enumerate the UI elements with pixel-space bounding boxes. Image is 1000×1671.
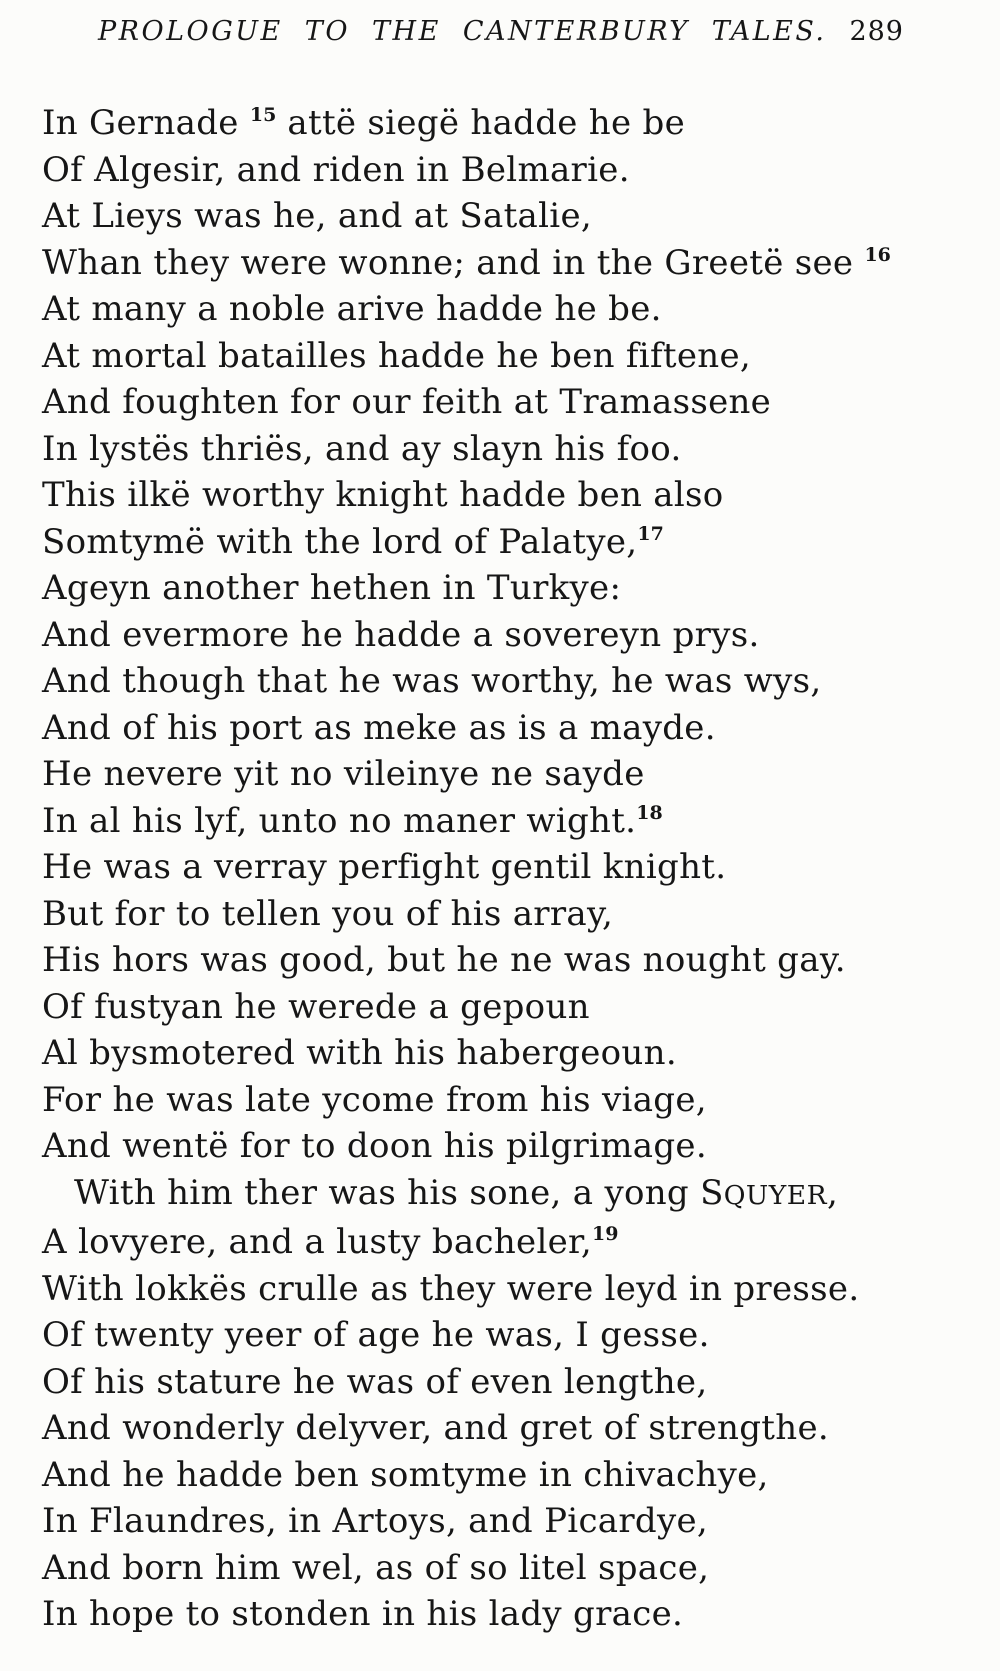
poem-line — [42, 426, 970, 473]
verse-text: And born him wel, as of so litel space, — [42, 1547, 710, 1588]
verse-text: And foughten for our feith at Tramassene — [42, 382, 772, 422]
verse-text: At mortal batailles hadde he ben fiftene, — [42, 335, 751, 376]
poem-line — [42, 1030, 970, 1077]
poem-line — [42, 240, 970, 287]
poem-line — [42, 891, 970, 938]
verse-text: And wentë for to doon his pilgrimage. — [42, 1126, 707, 1166]
poem-line — [42, 1359, 970, 1406]
poem-line — [42, 751, 970, 798]
footnote-reference: 16 — [864, 243, 891, 266]
verse-text: This ilkë worthy knight hadde ben also — [42, 475, 724, 515]
verse-text: And wonderly delyver, and gret of strengthe. — [42, 1408, 829, 1448]
verse-text: But for to tellen you of his array, — [42, 893, 614, 934]
verse-text: , — [827, 1172, 839, 1213]
verse-text: And of his port as meke as is a mayde. — [42, 707, 716, 748]
verse-text: In lystës thriës, and ay slayn his foo. — [42, 428, 682, 469]
footnote-reference: 18 — [636, 801, 663, 824]
verse-text: In al his lyf, unto no maner wight. — [42, 800, 637, 841]
verse-text: A lovyere, and a lusty bacheler, — [42, 1222, 592, 1262]
poem-line — [42, 844, 970, 891]
poem-line — [42, 147, 970, 194]
poem-line — [42, 1498, 970, 1545]
verse-text: attë siegë hadde he be — [276, 103, 686, 143]
running-head-title: PROLOGUE TO THE CANTERBURY TALES. — [98, 16, 827, 47]
verse-text: Of his stature he was of even lengthe, — [42, 1361, 708, 1402]
verse-text: With him ther was his sone, a yong — [74, 1172, 701, 1213]
verse-text: Ageyn another hethen in Turkye: — [42, 568, 622, 608]
poem-line — [42, 937, 970, 984]
poem-line — [42, 1545, 970, 1592]
poem-line — [42, 798, 970, 845]
verse-text: And evermore he hadde a sovereyn prys. — [42, 614, 760, 655]
poem-line — [42, 1266, 970, 1313]
verse-text: His hors was good, but he ne was nought gay. — [42, 940, 846, 980]
verse-text: And though that he was worthy, he was wys, — [42, 661, 822, 701]
poem-line — [42, 286, 970, 333]
poem — [42, 100, 970, 1638]
verse-text: Al bysmotered with his habergeoun. — [42, 1033, 677, 1073]
verse-text: Of fustyan he werede a gepoun — [42, 986, 590, 1027]
verse-text: And he hadde ben somtyme in chivachye, — [42, 1454, 769, 1495]
page-number: 289 — [849, 16, 904, 47]
verse-text: Of twenty yeer of age he was, I gesse. — [42, 1315, 710, 1355]
poem-line — [42, 565, 970, 612]
poem-line — [42, 1312, 970, 1359]
poem-line — [42, 1405, 970, 1452]
poem-line — [42, 705, 970, 752]
verse-text: In Flaundres, in Artoys, and Picardye, — [42, 1501, 709, 1541]
verse-text: At many a noble arive hadde he be. — [42, 289, 662, 329]
verse-text: Whan they were wonne; and in the Greetë see — [42, 242, 865, 283]
poem-line — [42, 193, 970, 240]
verse-text: In hope to stonden in his lady grace. — [42, 1594, 684, 1634]
verse-text: He nevere yit no vileinye ne sayde — [42, 754, 645, 794]
poem-line — [42, 379, 970, 426]
footnote-reference: 15 — [249, 104, 277, 126]
poem-line — [42, 658, 970, 705]
verse-text: For he was late ycome from his viage, — [42, 1079, 707, 1120]
running-head — [0, 12, 1000, 56]
verse-text: He was a verray perfight gentil knight. — [42, 847, 727, 887]
verse-text: At Lieys was he, and at Satalie, — [42, 196, 592, 236]
footnote-reference: 19 — [591, 1223, 619, 1245]
poem-line — [42, 472, 970, 519]
poem-line — [42, 1219, 970, 1266]
poem-line — [42, 1591, 970, 1638]
verse-text: In Gernade — [42, 103, 250, 143]
small-caps-word: SQUYER — [700, 1172, 828, 1213]
verse-text: Of Algesir, and riden in Belmarie. — [42, 149, 630, 190]
verse-text: With lokkës crulle as they were leyd in presse. — [42, 1268, 860, 1309]
poem-line — [42, 1077, 970, 1124]
poem-line — [42, 1170, 970, 1220]
footnote-reference: 17 — [637, 522, 664, 545]
poem-line — [42, 333, 970, 380]
poem-line — [42, 100, 970, 147]
poem-line — [42, 612, 970, 659]
poem-line — [42, 519, 970, 566]
poem-line — [42, 1123, 970, 1170]
poem-line — [42, 984, 970, 1031]
poem-line — [42, 1452, 970, 1499]
verse-text: Somtymë with the lord of Palatye, — [42, 521, 638, 562]
